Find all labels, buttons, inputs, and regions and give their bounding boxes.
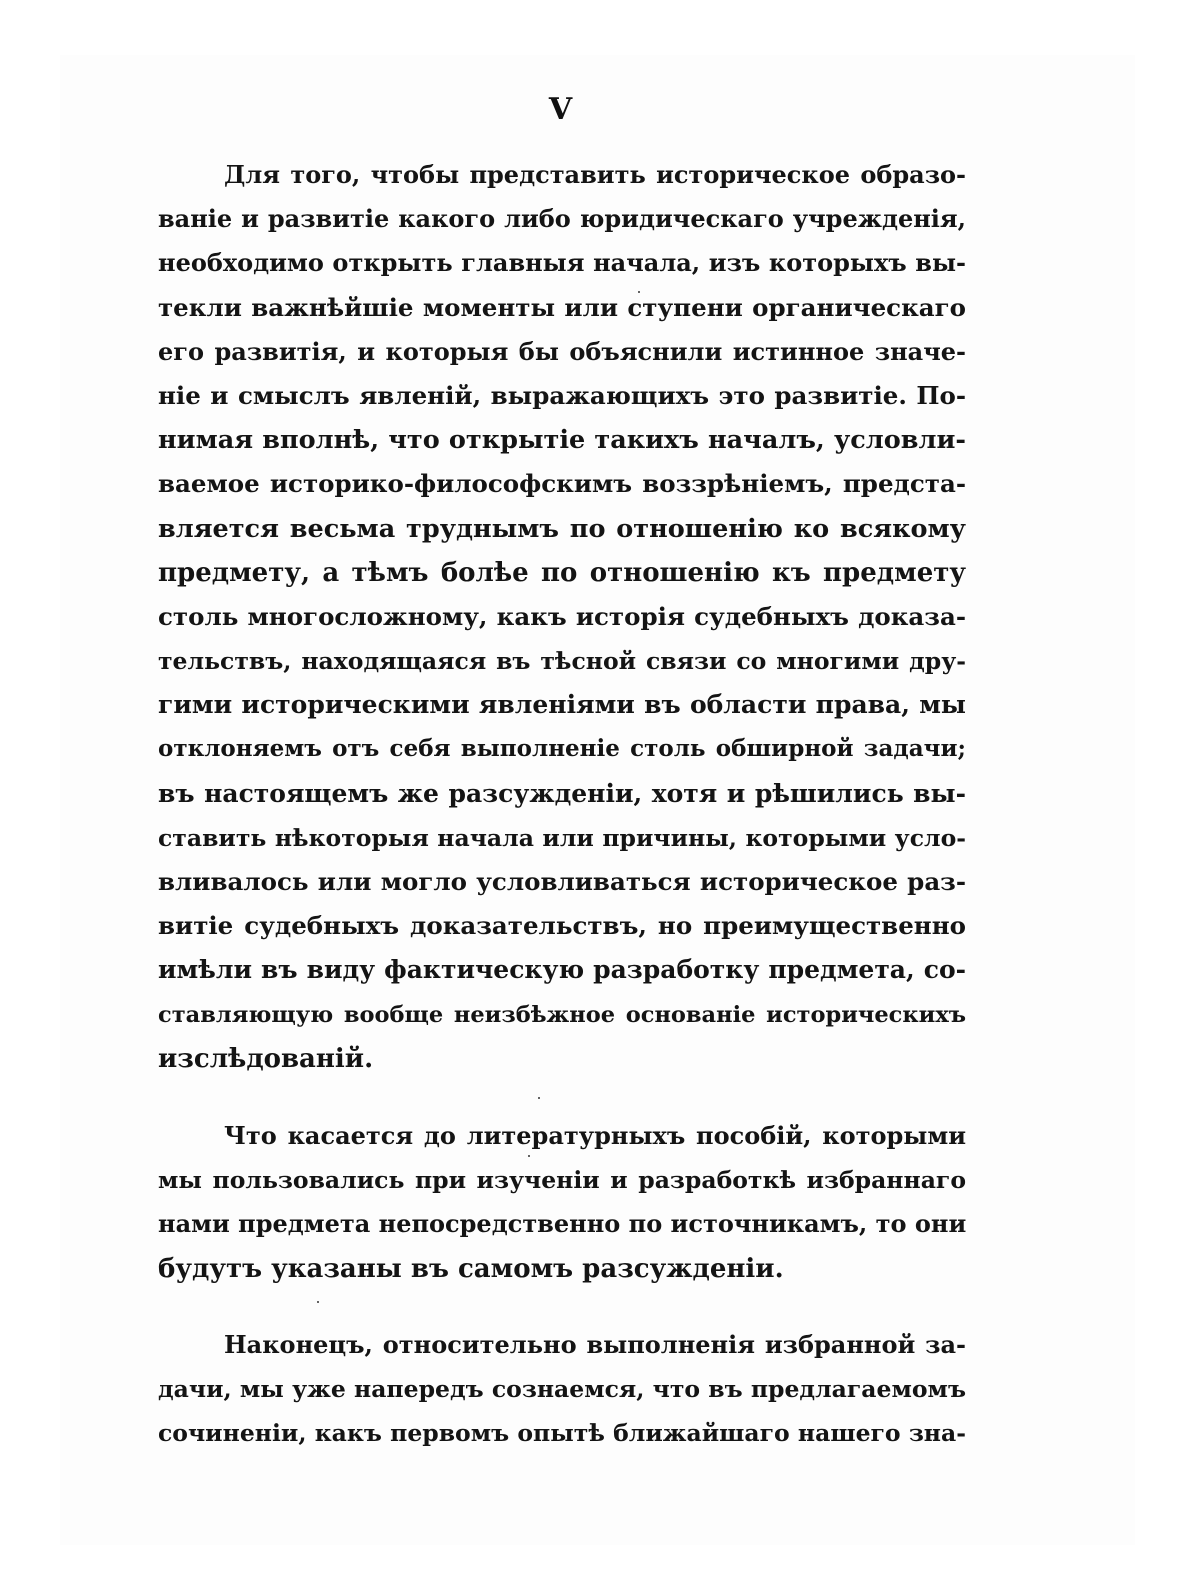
paragraph-line: будутъ указаны въ самомъ разсужденіи. xyxy=(158,1253,784,1284)
paragraph-2 xyxy=(158,1114,966,1291)
paragraph-line: мы пользовались при изученіи и разработкѣ избраннаго xyxy=(158,1166,966,1195)
paragraph-line: ставить нѣкоторыя начала или причины, которыми усло- xyxy=(158,823,966,852)
paragraph-line: столь многосложному, какъ исторія судебныхъ доказа- xyxy=(158,601,966,631)
scan-speck xyxy=(317,1301,319,1303)
paragraph-line: изслѣдованій. xyxy=(158,1043,374,1074)
scan-speck xyxy=(538,1097,540,1099)
paragraph-line: сочиненіи, какъ первомъ опытѣ ближайшаго нашего зна- xyxy=(158,1419,966,1448)
scan-speck xyxy=(638,291,640,293)
paragraph-3 xyxy=(158,1323,966,1456)
paragraph-line: витіе судебныхъ доказательствъ, но преимущественно xyxy=(158,911,966,941)
paragraph-line: Для того, чтобы представить историческое образо- xyxy=(224,160,966,189)
paragraph-line: ваемое историко-философскимъ воззрѣніемъ, предста- xyxy=(158,469,966,499)
paragraph-line: вляется весьма труднымъ по отношенію ко всякому xyxy=(158,513,966,544)
paragraph-line: необходимо открыть главныя начала, изъ которыхъ вы- xyxy=(158,248,966,278)
paragraph-line: предмету, а тѣмъ болѣе по отношенію къ предмету xyxy=(158,557,966,588)
paragraph-line: нами предмета непосредственно по источникамъ, то они xyxy=(158,1209,966,1239)
paragraph-line: текли важнѣйшіе моменты или ступени органическаго xyxy=(158,292,966,322)
paragraph-line: дачи, мы уже напередъ сознаемся, что въ предлагаемомъ xyxy=(158,1375,966,1404)
paragraph-line: ваніе и развитіе какого либо юридическаго учрежденія, xyxy=(158,204,966,234)
paragraph-line: Что касается до литературныхъ пособій, которыми xyxy=(224,1121,966,1150)
paragraph-line: ніе и смыслъ явленій, выражающихъ это развитіе. По- xyxy=(158,380,966,410)
paragraph-line: нимая вполнѣ, что открытіе такихъ началъ, условли- xyxy=(158,425,966,456)
page-number: V xyxy=(548,92,573,127)
paragraph-line: вливалось или могло условливаться историческое раз- xyxy=(158,867,966,896)
scan-speck xyxy=(528,1155,530,1157)
paragraph-line: ставляющую вообще неизбѣжное основаніе историческихъ xyxy=(158,1001,966,1028)
paragraph-line: гими историческими явленіями въ области права, мы xyxy=(158,690,966,720)
paragraph-line: тельствъ, находящаяся въ тѣсной связи со многими дру- xyxy=(158,647,966,676)
paragraph-line: имѣли въ виду фактическую разработку предмета, со- xyxy=(158,955,966,985)
paragraph-line: его развитія, и которыя бы объяснили истинное значе- xyxy=(158,336,966,366)
paragraph-line: Наконецъ, относительно выполненія избранной за- xyxy=(224,1330,966,1359)
paragraph-1 xyxy=(158,153,966,1081)
paragraph-line: въ настоящемъ же разсужденіи, хотя и рѣшились вы- xyxy=(158,778,966,808)
paragraph-line: отклоняемъ отъ себя выполненіе столь обширной задачи; xyxy=(158,735,966,763)
